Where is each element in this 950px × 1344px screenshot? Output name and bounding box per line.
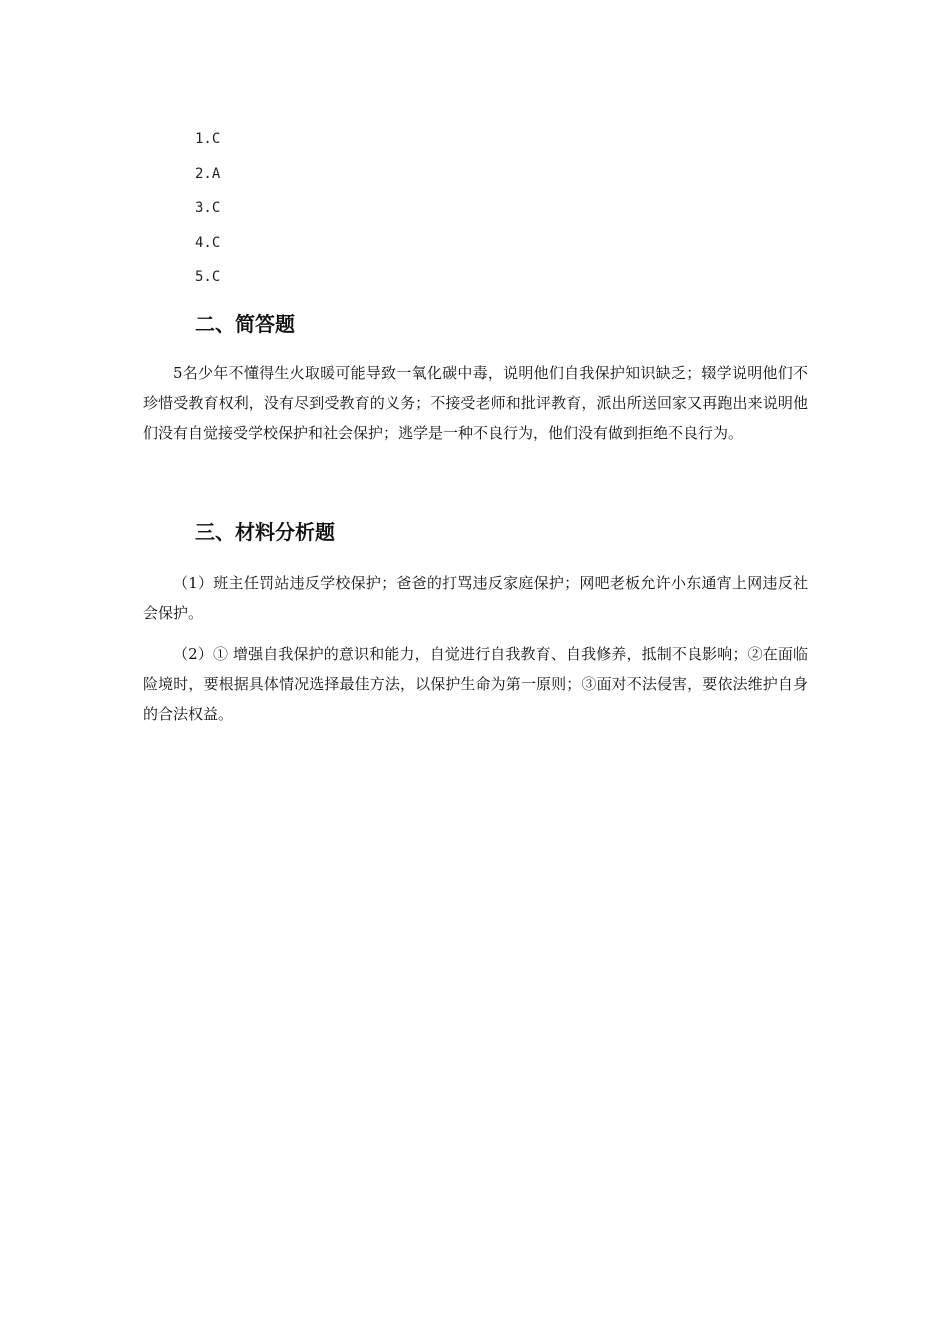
material-analysis-part-1: （1）班主任罚站违反学校保护；爸爸的打骂违反家庭保护；网吧老板允许小东通宵上网违反社会保护。 xyxy=(143,574,808,622)
answer-item-4: 4.C xyxy=(195,234,221,251)
section-heading-material-analysis: 三、材料分析题 xyxy=(195,520,335,544)
short-answer-paragraph: 5名少年不懂得生火取暖可能导致一氧化碳中毒，说明他们自我保护知识缺乏；辍学说明他们不珍惜受教育权利，没有尽到受教育的义务；不接受老师和批评教育，派出所送回家又再跑出来说明他们没有自觉接受学校保护和社会保护；逃学是一种不良行为，他们没有做到拒绝不良行为。 xyxy=(143,364,808,442)
answer-item-2: 2.A xyxy=(195,165,221,182)
answer-item-5: 5.C xyxy=(195,269,221,286)
material-analysis-part-2: （2）① 增强自我保护的意识和能力，自觉进行自我教育、自我修养，抵制不良影响；②在面临险境时，要根据具体情况选择最佳方法，以保护生命为第一原则；③面对不法侵害，要依法维护自身的合法权益。 xyxy=(143,645,808,723)
section-heading-short-answer: 二、简答题 xyxy=(195,312,295,336)
answer-item-3: 3.C xyxy=(195,200,221,217)
choice-answer-list xyxy=(195,126,220,299)
answer-item-1: 1.C xyxy=(195,131,221,147)
